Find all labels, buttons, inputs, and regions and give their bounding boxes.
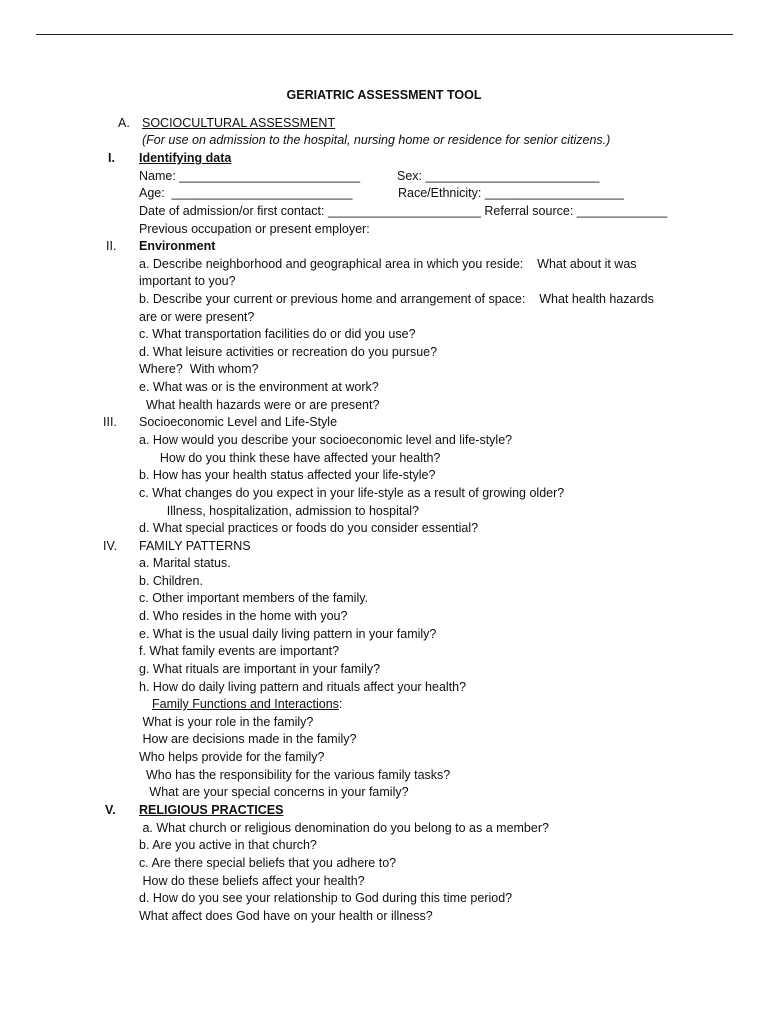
- family-functions-heading: [152, 696, 342, 712]
- section-i-numeral: I.: [108, 151, 115, 165]
- family-line: g. What rituals are important in your family?: [139, 662, 381, 676]
- socioeconomic-line: d. What special practices or foods do you consider essential?: [139, 521, 479, 535]
- race-field: Race/Ethnicity: ____________________: [398, 186, 624, 200]
- family-function-line: Who helps provide for the family?: [139, 750, 325, 764]
- environment-line: d. What leisure activities or recreation do you pursue?: [139, 345, 438, 359]
- religious-line: a. What church or religious denomination do you belong to as a member?: [139, 821, 549, 835]
- family-function-line: What are your special concerns in your family?: [139, 785, 409, 799]
- section-ii-numeral: II.: [106, 239, 117, 253]
- socioeconomic-line: How do you think these have affected your health?: [139, 451, 441, 465]
- section-v-numeral: V.: [105, 803, 116, 817]
- socioeconomic-line: c. What changes do you expect in your life-style as a result of growing older?: [139, 486, 565, 500]
- section-v-title: RELIGIOUS PRACTICES: [139, 803, 284, 817]
- section-i-title: Identifying data: [139, 151, 232, 165]
- section-a-marker: A.: [118, 116, 130, 130]
- family-line: e. What is the usual daily living pattern in your family?: [139, 627, 437, 641]
- religious-line: c. Are there special beliefs that you adhere to?: [139, 856, 397, 870]
- religious-line: How do these beliefs affect your health?: [139, 874, 365, 888]
- section-a-note: (For use on admission to the hospital, nursing home or residence for senior citizens.): [142, 133, 611, 147]
- family-functions-colon: :: [338, 697, 343, 711]
- environment-line: a. Describe neighborhood and geographical area in which you reside: What about it was: [139, 257, 637, 271]
- environment-line: c. What transportation facilities do or did you use?: [139, 327, 416, 341]
- socioeconomic-line: b. How has your health status affected your life-style?: [139, 468, 436, 482]
- section-iv-numeral: IV.: [103, 539, 118, 553]
- socioeconomic-line: a. How would you describe your socioeconomic level and life-style?: [139, 433, 513, 447]
- religious-line: b. Are you active in that church?: [139, 838, 317, 852]
- sex-field: Sex: _________________________: [397, 169, 600, 183]
- environment-line: important to you?: [139, 274, 236, 288]
- religious-line: d. How do you see your relationship to God during this time period?: [139, 891, 513, 905]
- age-field: Age: __________________________: [139, 186, 353, 200]
- family-line: d. Who resides in the home with you?: [139, 609, 348, 623]
- section-iii-numeral: III.: [103, 415, 117, 429]
- environment-line: b. Describe your current or previous home and arrangement of space: What health hazards: [139, 292, 654, 306]
- environment-line: What health hazards were or are present?: [139, 398, 380, 412]
- environment-line: Where? With whom?: [139, 362, 259, 376]
- section-iii-title: Socioeconomic Level and Life-Style: [139, 415, 338, 429]
- occupation-field: Previous occupation or present employer:: [139, 222, 370, 236]
- family-line: c. Other important members of the family.: [139, 591, 369, 605]
- name-field: Name: __________________________: [139, 169, 361, 183]
- family-line: h. How do daily living pattern and rituals affect your health?: [139, 680, 467, 694]
- environment-line: are or were present?: [139, 310, 255, 324]
- section-a-title: SOCIOCULTURAL ASSESSMENT: [142, 116, 336, 130]
- family-function-line: What is your role in the family?: [139, 715, 314, 729]
- family-line: f. What family events are important?: [139, 644, 340, 658]
- environment-line: e. What was or is the environment at work?: [139, 380, 379, 394]
- section-iv-title: FAMILY PATTERNS: [139, 539, 251, 553]
- family-function-line: How are decisions made in the family?: [139, 732, 357, 746]
- religious-line: What affect does God have on your health or illness?: [139, 909, 433, 923]
- admission-field: Date of admission/or first contact: ______________________ Referral source: _____________: [139, 204, 668, 218]
- family-line: a. Marital status.: [139, 556, 231, 570]
- socioeconomic-line: Illness, hospitalization, admission to hospital?: [139, 504, 420, 518]
- family-function-line: Who has the responsibility for the various family tasks?: [139, 768, 451, 782]
- family-functions-title: Family Functions and Interactions: [152, 697, 339, 711]
- document-title: GERIATRIC ASSESSMENT TOOL: [286, 88, 482, 102]
- section-ii-title: Environment: [139, 239, 216, 253]
- header-rule: [36, 34, 733, 35]
- family-line: b. Children.: [139, 574, 203, 588]
